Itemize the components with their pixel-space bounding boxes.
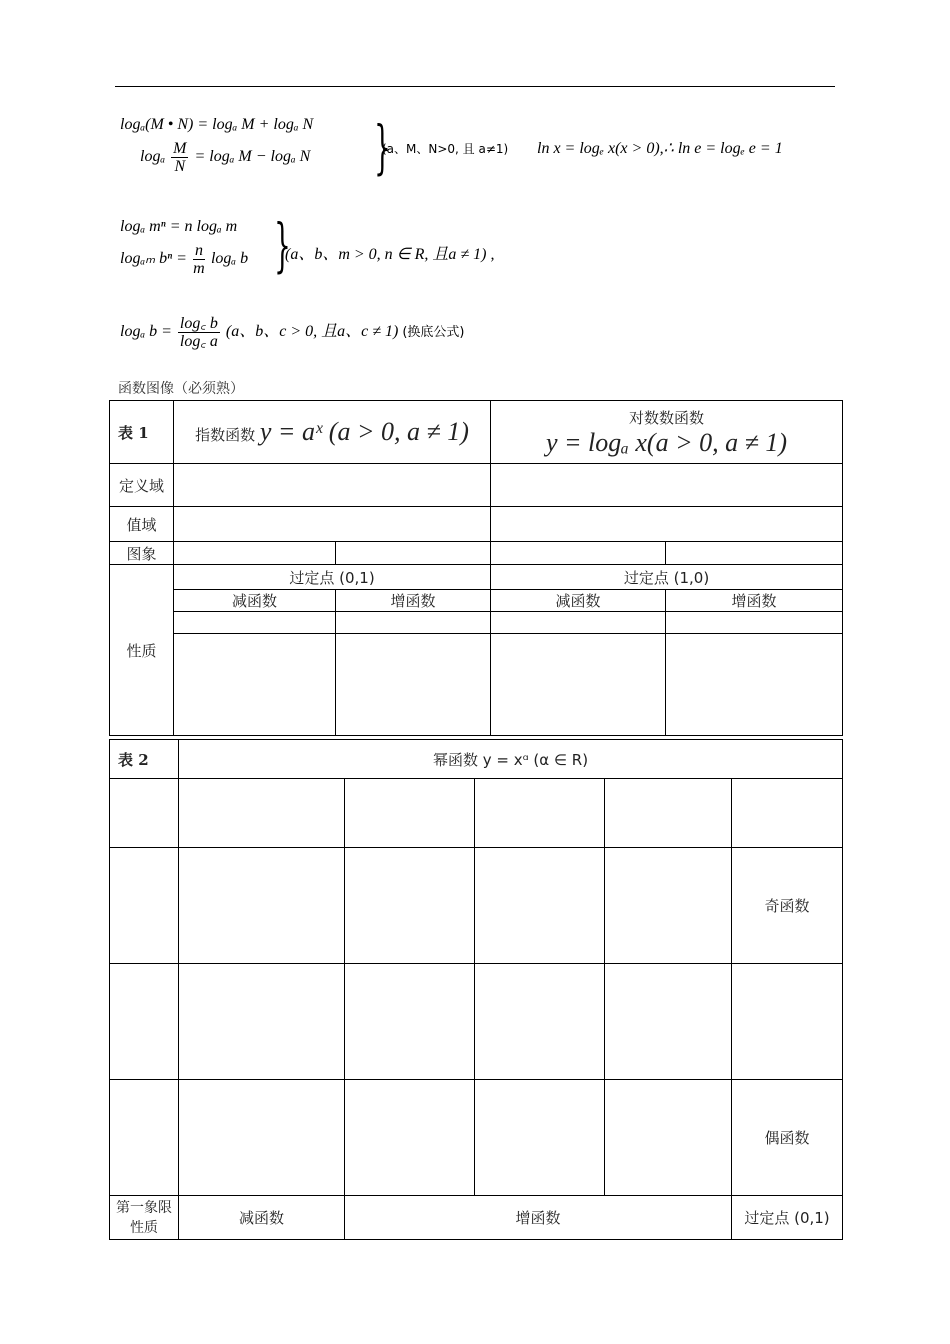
r2c2	[179, 848, 345, 964]
cell-q1	[174, 634, 336, 736]
row-domain-label: 定义域	[110, 464, 174, 507]
r4c4	[475, 1080, 605, 1196]
cell-p4	[666, 612, 843, 634]
r4c5	[605, 1080, 732, 1196]
log-header: 对数数函数 y = logₐ x(a > 0, a ≠ 1)	[491, 401, 843, 464]
r3c6	[732, 964, 843, 1080]
r2c1	[110, 848, 179, 964]
r3c5	[605, 964, 732, 1080]
odd-function-label: 奇函数	[732, 848, 843, 964]
row-range-label: 值域	[110, 507, 174, 542]
quadrant-inc: 增函数	[345, 1196, 732, 1240]
formula-log-power: logₐ mⁿ = n logₐ m	[120, 218, 238, 235]
r3c2	[179, 964, 345, 1080]
table1-label: 表 1	[110, 401, 174, 464]
power-header: 幂函数 y = xᵅ (α ∈ R)	[179, 740, 843, 779]
table-power	[109, 739, 843, 1240]
r1c5	[605, 779, 732, 848]
exp-header: 指数函数 y = aˣ (a > 0, a ≠ 1)	[174, 401, 491, 464]
r2c3	[345, 848, 475, 964]
quadrant-label: 第一象限性质	[110, 1196, 179, 1240]
brace-1: }	[374, 113, 391, 181]
r1c6	[732, 779, 843, 848]
exp-dec-label: 减函数	[174, 590, 336, 612]
fixed-point-exp: 过定点 (0,1)	[174, 565, 491, 590]
cell-q2	[336, 634, 491, 736]
r4c2	[179, 1080, 345, 1196]
condition-2: (a、b、m > 0, n ∈ R, 且a ≠ 1) ,	[285, 246, 495, 263]
cell-exp-range	[174, 507, 491, 542]
r4c3	[345, 1080, 475, 1196]
cell-graph-3	[491, 542, 666, 565]
header-rule	[115, 86, 835, 87]
formula-ln: ln x = logₑ x(x > 0),∴ ln e = logₑ e = 1	[537, 140, 783, 157]
even-function-label: 偶函数	[732, 1080, 843, 1196]
r2c5	[605, 848, 732, 964]
section-title: 函数图像（必须熟）	[118, 381, 244, 397]
formula-log-quotient: logₐ $\frac{M}{N}$ = logₐ M − logₐ N	[140, 140, 311, 175]
row-props-label: 性质	[110, 565, 174, 736]
r3c1	[110, 964, 179, 1080]
r1c1	[110, 779, 179, 848]
fixed-point-log: 过定点 (1,0)	[491, 565, 843, 590]
r3c3	[345, 964, 475, 1080]
condition-1: (a、M、N>0, 且 a≠1)	[382, 142, 509, 156]
log-dec-label: 减函数	[491, 590, 666, 612]
r3c4	[475, 964, 605, 1080]
cell-q4	[666, 634, 843, 736]
log-inc-label: 增函数	[666, 590, 843, 612]
cell-graph-4	[666, 542, 843, 565]
formula-log-base-power: logₐₘ bⁿ = $\frac{n}{m}$ logₐ b	[120, 242, 249, 277]
table-exp-log	[109, 400, 843, 736]
cell-graph-2	[336, 542, 491, 565]
quadrant-dec: 减函数	[179, 1196, 345, 1240]
r4c1	[110, 1080, 179, 1196]
cell-exp-domain	[174, 464, 491, 507]
r1c4	[475, 779, 605, 848]
cell-graph-1	[174, 542, 336, 565]
r1c3	[345, 779, 475, 848]
cell-p2	[336, 612, 491, 634]
r1c2	[179, 779, 345, 848]
cell-log-domain	[491, 464, 843, 507]
cell-log-range	[491, 507, 843, 542]
formula-log-product: logₐ(M • N) = logₐ M + logₐ N	[120, 116, 314, 133]
cell-q3	[491, 634, 666, 736]
table2-label: 表 2	[110, 740, 179, 779]
formula-change-of-base: logₐ b = $\frac{\log꜀ b}{\log꜀ a}$ (a、b、c > 0, 且a、c ≠ 1) (换底公式)	[120, 315, 465, 350]
r2c4	[475, 848, 605, 964]
row-graph-label: 图象	[110, 542, 174, 565]
exp-inc-label: 增函数	[336, 590, 491, 612]
cell-p3	[491, 612, 666, 634]
quadrant-fixed: 过定点 (0,1)	[732, 1196, 843, 1240]
cell-p1	[174, 612, 336, 634]
brace-2: }	[274, 211, 291, 279]
